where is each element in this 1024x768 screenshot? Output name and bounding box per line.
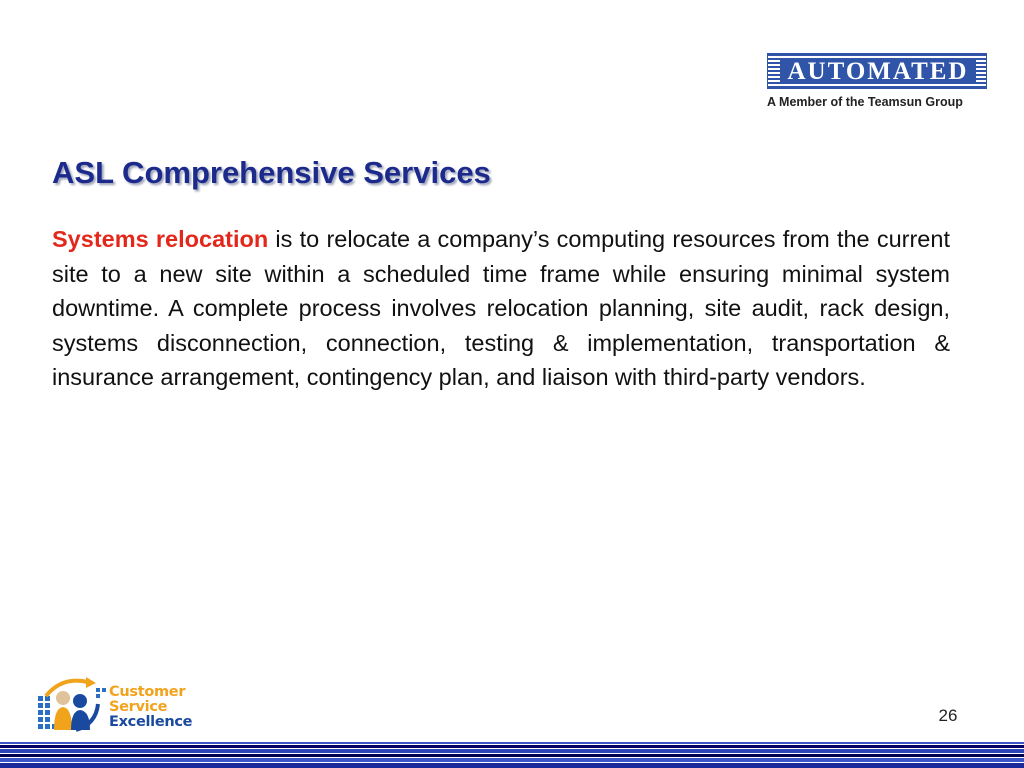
body-paragraph	[52, 222, 950, 395]
cse-line-excellence: Excellence	[109, 714, 193, 730]
customer-service-excellence-logo	[36, 674, 206, 736]
page-number: 26	[938, 706, 958, 725]
slide-title: ASL Comprehensive Services	[52, 155, 491, 190]
automated-wordmark: AUTOMATED	[780, 58, 976, 84]
highlight-term: Systems relocation	[52, 226, 269, 252]
bottom-decorative-bar	[0, 742, 1024, 768]
body-text: is to relocate a company’s computing resources from the current site to a new site within a scheduled time frame while ensuring minimal system downtime. A complete process involves relocation planning, site audit, rack design, systems disconnection, connection, testing & implementation, transportation & insurance arrangement, contingency plan, and liaison with third-party vendors.	[52, 226, 950, 390]
cse-line-service: Service	[109, 699, 168, 715]
automated-logo-box	[767, 53, 987, 89]
cse-emblem-icon	[36, 674, 108, 736]
cse-wordmark	[109, 685, 192, 730]
logo-tagline: A Member of the Teamsun Group	[767, 95, 963, 109]
cse-line-customer: Customer	[109, 684, 186, 700]
automated-logo	[767, 53, 989, 113]
